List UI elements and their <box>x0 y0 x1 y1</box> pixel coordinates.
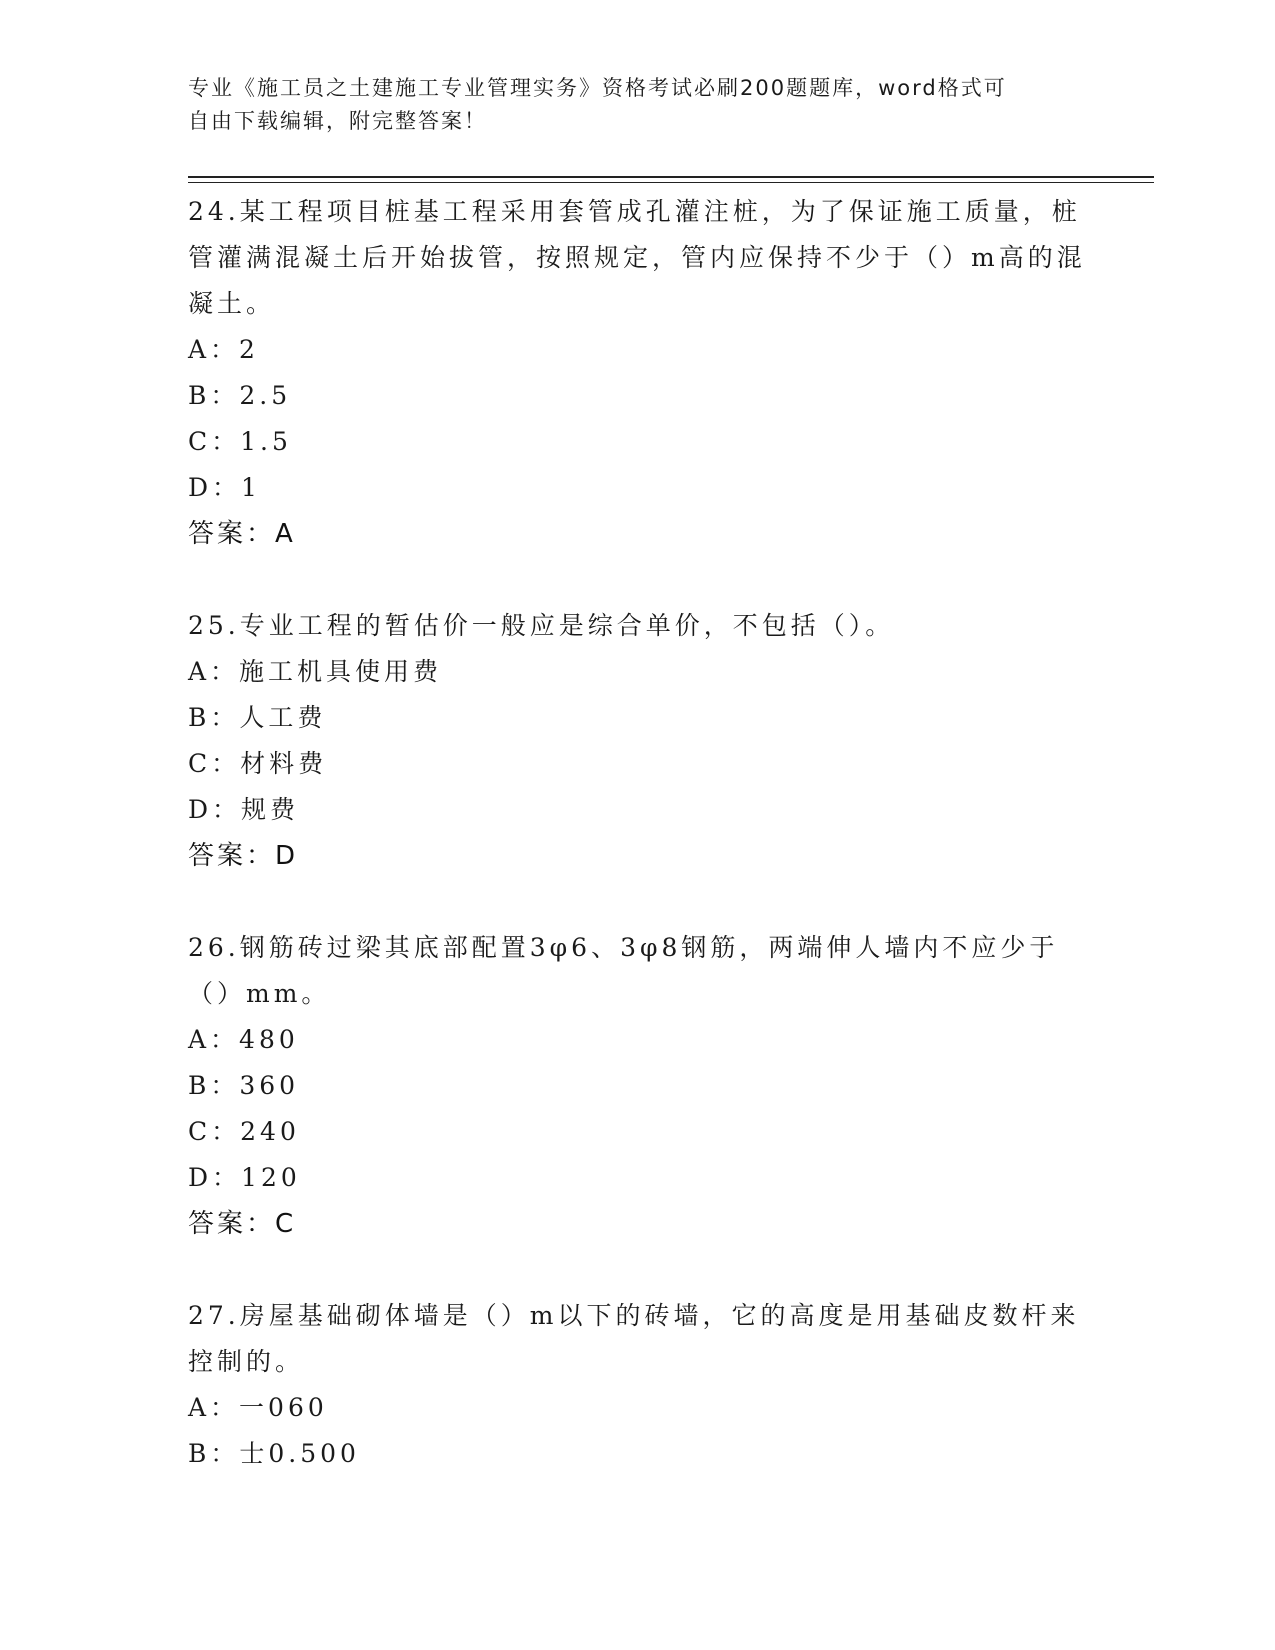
question-text-line: 27.房屋基础砌体墙是（）m以下的砖墙，它的高度是用基础皮数杆来 <box>188 1301 1080 1330</box>
option-c: C：材料费 <box>188 749 328 778</box>
option-b: B：360 <box>188 1071 300 1100</box>
option-a: A：2 <box>188 335 259 364</box>
answer-line: 答案：D <box>188 841 299 871</box>
header-line-2: 自由下载编辑，附完整答案！ <box>188 109 487 133</box>
question-24 <box>188 189 1088 557</box>
header-rule-thin <box>188 182 1154 183</box>
option-c: C：240 <box>188 1117 300 1146</box>
option-b: B：2.5 <box>188 381 292 410</box>
question-26 <box>188 925 1088 1247</box>
question-text-line: （）mm。 <box>188 979 331 1008</box>
question-25 <box>188 603 1088 879</box>
option-b: B：士0.500 <box>188 1439 360 1468</box>
question-list <box>188 189 1088 1477</box>
answer-line: 答案：C <box>188 1209 297 1239</box>
question-text-line: 管灌满混凝土后开始拔管，按照规定，管内应保持不少于（）m高的混 <box>188 243 1086 272</box>
question-text-line: 控制的。 <box>188 1347 305 1376</box>
option-d: D：规费 <box>188 795 300 824</box>
option-b: B：人工费 <box>188 703 327 732</box>
question-27 <box>188 1293 1088 1477</box>
option-a: A：480 <box>188 1025 299 1054</box>
question-text-line: 25.专业工程的暂估价一般应是综合单价，不包括（）。 <box>188 611 895 640</box>
question-text-line: 凝土。 <box>188 289 276 318</box>
question-text-line: 24.某工程项目桩基工程采用套管成孔灌注桩，为了保证施工质量，桩 <box>188 197 1081 226</box>
question-spacer <box>188 557 1088 603</box>
question-spacer <box>188 1247 1088 1293</box>
option-c: C：1.5 <box>188 427 292 456</box>
question-text-line: 26.钢筋砖过梁其底部配置3φ6、3φ8钢筋，两端伸人墙内不应少于 <box>188 933 1059 962</box>
header-line-1: 专业《施工员之土建施工专业管理实务》资格考试必刷200题题库，word格式可 <box>188 76 1007 100</box>
option-d: D：120 <box>188 1163 301 1192</box>
answer-line: 答案：A <box>188 519 296 549</box>
header-rule-thick <box>188 176 1154 178</box>
option-d: D：1 <box>188 473 261 502</box>
question-spacer <box>188 879 1088 925</box>
option-a: A：一060 <box>188 1393 328 1422</box>
document-header <box>188 72 1088 138</box>
option-a: A：施工机具使用费 <box>188 657 443 686</box>
